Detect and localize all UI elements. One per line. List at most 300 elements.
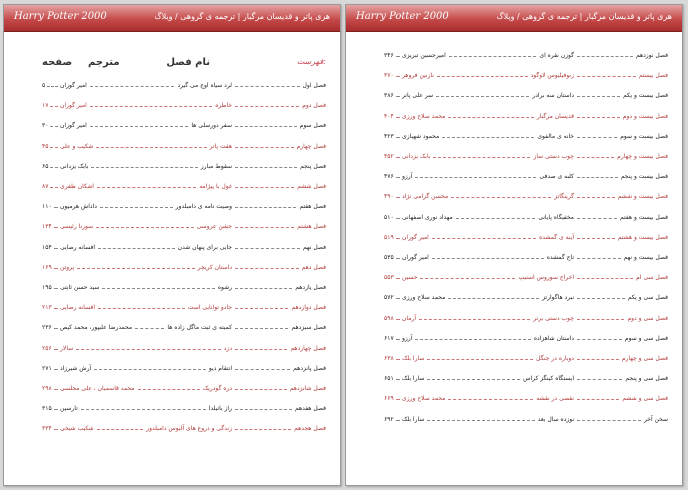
toc-row[interactable] [4,382,340,396]
toc-row[interactable] [4,200,340,214]
dotted-leader [419,319,530,320]
translator-name: حسین [402,274,418,282]
chapter-number: فصل هجدهم [294,425,326,433]
page-number: ۸۷ [42,183,49,190]
dotted-leader [577,197,615,198]
dotted-leader [577,319,624,320]
chapter-number: فصل هشتم [297,223,326,231]
dotted-leader [448,298,539,299]
translator-name: داداش هرمیون [60,203,97,211]
translator-name: شکیب شیخی [60,425,94,433]
dotted-leader [235,86,300,87]
chapter-number: فصل ششم [297,183,326,190]
dotted-leader [100,207,173,208]
translator-name: امیرحسین تبریزی [402,52,446,59]
chapter-title: جشن عروسی [196,223,232,231]
chapter-number: فصل یازدهم [295,284,326,291]
page-number: ۱۹۵ [42,284,52,291]
dotted-leader [54,389,58,390]
page-number: ۱۱۰ [42,203,52,211]
dotted-leader [50,106,58,107]
translator-name: امیر گوران [60,102,87,110]
page-number: ۳۴۶ [384,52,394,59]
toc-row[interactable] [4,281,340,295]
dotted-leader [427,379,520,380]
translator-name: سارا بلک [402,415,425,423]
page-number: ۶۵۱ [384,375,394,383]
translator-name: بابک یزدانی [402,153,431,160]
page-number: ۲۹۸ [42,385,52,392]
header-subtitle: هری پاتر و قدیسان مرگبار | ترجمه ی گروهی / ویلاگ [154,12,330,21]
chapter-number: فصل بیست و ششم [617,193,668,201]
dotted-leader [577,238,615,239]
toc-row[interactable] [346,190,682,204]
chapter-number: فصل بیست و سوم [620,132,668,140]
page-header [346,5,682,32]
chapter-title: دوباره در جنگل [536,355,574,362]
dotted-leader [577,298,625,299]
page-number: ۴۵۲ [384,153,394,160]
translator-name: سر علی پاتر [402,92,434,100]
dotted-leader [448,117,534,118]
page-number: ۴۵ [42,142,49,150]
dotted-leader [235,227,294,228]
page-number: ۶۳۸ [384,355,394,362]
page-number: ۲۳۶ [42,324,52,332]
page-number: ۵۷۲ [384,294,394,302]
dotted-leader [235,147,294,148]
chapter-number: فصل بیست و دوم [622,112,668,120]
translator-name: افسانه رضایی [60,243,96,251]
dotted-leader [396,278,400,279]
dotted-leader [396,319,400,320]
chapter-number: فصل بیست و هفتم [620,213,668,221]
translator-name: آرزو [402,173,413,181]
column-headings [4,57,340,73]
translator-name: سورنا رئیسی [60,223,94,231]
dotted-leader [415,177,536,178]
dotted-leader [396,177,400,178]
toc-row[interactable] [4,180,340,194]
dotted-leader [54,349,58,350]
page-number: ۳۱۵ [42,405,52,413]
toc-row[interactable] [346,110,682,124]
chapter-title: زنوفیلیوس لاوگود [530,72,574,80]
dotted-leader [577,56,633,57]
dotted-leader [235,369,290,370]
toc-row[interactable] [346,231,682,245]
page-number: ۶۱۷ [384,334,394,342]
header-subtitle: هری پاتر و قدیسان مرگبار | ترجمه ی گروهی / ویلاگ [496,12,672,21]
translator-name: شکیب و علی [60,142,94,150]
chapter-number: فصل شانزدهم [289,385,326,392]
dotted-leader [235,308,288,309]
dotted-leader [442,137,534,138]
chapter-title: زندگی و دروغ های آلبوس دامبلدور [146,425,232,433]
dotted-leader [437,76,528,77]
translator-name: پروتن [60,263,75,271]
chapter-title: نبرد هاگوارتز [542,294,574,302]
translator-name: مهداد نوری اصفهانی [402,213,453,221]
toc-row[interactable] [346,49,682,63]
chapter-title: مخفیگاه پایانی [538,213,574,221]
chapter-title: سقوط مبارز [200,162,232,170]
toc-page-right [345,4,683,486]
dotted-leader [577,157,614,158]
dotted-leader [90,106,212,107]
toc-row[interactable] [4,301,340,315]
translator-name: محمود شهبازی [402,132,440,140]
chapter-title: جایی برای پنهان شدن [177,243,232,251]
chapter-title: وصیت نامه ی دامبلدور [175,203,232,211]
toc-row[interactable] [346,271,682,285]
page-number: ۳۸۶ [384,92,394,100]
toc-row[interactable] [4,402,340,416]
page-number: ۴۷۶ [384,173,394,181]
toc-row[interactable] [4,160,340,174]
translator-name: امیر گوران [402,254,429,261]
dotted-leader [235,268,299,269]
dotted-leader [50,167,58,168]
dotted-leader [432,238,536,239]
chapter-number: فصل سی و سوم [624,334,668,342]
dotted-leader [427,359,533,360]
toc-row[interactable] [4,261,340,275]
chapter-title: راز باتیلدا [208,405,232,413]
chapter-title: اخراج سوروس اسنیپ [518,274,574,282]
toc-row[interactable] [4,99,340,113]
dotted-leader [396,137,400,138]
translator-name: سارا بلک [402,375,425,383]
translator-name: افسانه رضایی [60,304,96,312]
chapter-title: لرد سیاه اوج می گیرد [177,82,232,89]
chapter-number: فصل دوازدهم [291,304,326,312]
dotted-leader [415,339,531,340]
translator-name: امیر گوران [60,122,87,130]
toc-row[interactable] [346,211,682,225]
toc-row[interactable] [346,251,682,265]
chapter-title: رشوه [217,284,232,291]
chapter-title: سفر دورسلی ها [191,122,232,130]
page-number: ۴۲۳ [384,132,394,140]
chapter-title: گوزن نقره ای [539,52,574,59]
dotted-leader [396,379,400,380]
dotted-leader [432,258,544,259]
page-number: ۵۳۵ [384,254,394,261]
dotted-leader [96,147,207,148]
page-number: ۱۷ [42,102,49,110]
chapter-number: فصل دوم [302,102,326,110]
page-number: ۶۶۹ [384,395,394,403]
dotted-leader [81,409,206,410]
translator-name: امیر گوران [402,233,429,241]
chapter-number: فصل چهارم [296,142,326,150]
chapter-title: دره گودریک [202,385,232,392]
brand-logo: Harry Potter 2000 [14,11,107,22]
dotted-leader [235,389,287,390]
chapter-number: فصل بیست و پنجم [620,173,668,181]
toc-row[interactable] [4,321,340,335]
translator-name: محمد سلاح ورزی [402,112,446,120]
chapter-title: جادو توانایی است [187,304,232,312]
dotted-leader [54,328,58,329]
chapter-title: آینه ی گمشده [539,233,574,241]
dotted-leader [396,339,400,340]
dotted-leader [98,248,175,249]
toc-page-left [3,4,341,486]
page-number: ۳۳۴ [42,425,52,433]
translator-name: اشکان ظفری [60,183,94,190]
dotted-leader [54,409,58,410]
toc-row[interactable] [4,422,340,436]
chapter-title: نقصی در نقشه [536,395,574,403]
dotted-leader [449,56,536,57]
toc-title: فهرست: [296,57,326,66]
chapter-number: فصل سی و پنجم [625,375,668,383]
dotted-leader [96,227,194,228]
dotted-leader [396,359,400,360]
page-number: ۱۶۹ [42,263,52,271]
dotted-leader [54,429,58,430]
chapter-number: فصل سی و چهارم [621,355,668,362]
chapter-number: فصل نوزدهم [635,52,668,59]
toc-row[interactable] [4,362,340,376]
dotted-leader [235,328,288,329]
chapter-number: فصل پنجم [300,162,326,170]
dotted-leader [235,187,294,188]
dotted-leader [577,359,619,360]
chapter-number: سخن آخر [643,415,668,423]
dotted-leader [396,96,400,97]
dotted-leader [97,187,196,188]
chapter-number: فصل هفتم [299,203,326,211]
dotted-leader [235,207,296,208]
dotted-leader [577,339,622,340]
chapter-title: خانه ی مالفوی [537,132,574,140]
translator-name: محسن گرامی نژاد [402,193,449,201]
dotted-leader [396,76,400,77]
dotted-leader [102,288,215,289]
toc-row[interactable] [346,332,682,346]
dotted-leader [90,126,188,127]
translator-name: محمد سلاح ورزی [402,294,446,302]
page-number: ۵۵۳ [384,274,394,282]
chapter-title: ایستگاه کینگز کراس [523,375,574,383]
chapter-number: فصل سی ام [636,274,668,282]
dotted-leader [396,298,400,299]
toc-row[interactable] [346,372,682,386]
chapter-number: فصل سوم [299,122,326,130]
toc-row[interactable] [346,392,682,406]
dotted-leader [436,96,529,97]
dotted-leader [54,288,58,289]
page-number: ۶۹۲ [384,415,394,423]
chapter-title: غول با پیژامه [199,183,232,190]
page-number: ۲۷۱ [42,364,52,372]
dotted-leader [396,197,400,198]
translator-name: سالار [60,344,74,352]
chapter-number: فصل چهاردهم [290,344,326,352]
dotted-leader [235,248,300,249]
dotted-leader [577,117,620,118]
dotted-leader [577,399,619,400]
dotted-leader [396,56,400,57]
dotted-leader [54,308,58,309]
chapter-title: داستان شاهزاده [533,334,574,342]
translator-name: محمدرضا علیپور، محمد کیص [60,324,133,332]
brand-logo: Harry Potter 2000 [356,11,449,22]
chapter-title: هفت پاتر [209,142,232,150]
column-heading-translator: مترجم [88,57,120,68]
translator-name: آرمان [402,314,417,322]
dotted-leader [235,106,299,107]
translator-name: بابک یزدانی [60,162,89,170]
dotted-leader [54,369,58,370]
chapter-number: فصل سی و دوم [627,314,668,322]
translator-name: سارا بلک [402,355,425,362]
chapter-title: گرینگاتز [554,193,574,201]
page-number: ۵۱۰ [384,213,394,221]
dotted-leader [396,238,400,239]
dotted-leader [91,167,198,168]
chapter-number: فصل سیزدهم [291,324,326,332]
chapter-title: کمیته ی ثبت ماگل زاده ها [167,324,232,332]
page-number: ۳۰ [42,122,49,130]
translator-name: محمد قاسمیان ، علی مجلسی [60,385,135,392]
dotted-leader [396,117,400,118]
page-header [4,5,340,32]
page-number: ۴۹۰ [384,193,394,201]
dotted-leader [54,227,58,228]
toc-row[interactable] [346,89,682,103]
chapter-title: انتقام دیو [208,364,232,372]
page-number: ۶۵ [42,162,49,170]
dotted-leader [577,379,622,380]
dotted-leader [90,86,174,87]
toc-row[interactable] [346,130,682,144]
dotted-leader [50,187,58,188]
toc-row[interactable] [4,79,340,93]
dotted-leader [235,429,291,430]
chapter-number: فصل بیستم [638,72,668,80]
chapter-title: کلبه ی صدفی [539,173,574,181]
dotted-leader [54,268,58,269]
toc-row[interactable] [4,241,340,255]
dotted-leader [94,369,206,370]
dotted-leader [396,157,400,158]
chapter-title: خاطره [215,102,232,110]
dotted-leader [448,399,533,400]
chapter-number: فصل پانزدهم [293,364,326,372]
toc-row[interactable] [4,140,340,154]
toc-row[interactable] [4,220,340,234]
column-heading-chapter: نام فصل [166,57,210,68]
toc-row[interactable] [346,312,682,326]
dotted-leader [577,278,633,279]
page-number: ۵ [42,82,46,89]
chapter-title: چوب دستی ساز [533,153,574,160]
dotted-leader [235,349,287,350]
chapter-number: فصل نهم [303,243,326,251]
dotted-leader [577,177,618,178]
dotted-leader [47,86,58,87]
translator-name: آرزو [402,334,413,342]
translator-name: سید حسن ثابتی [60,284,100,291]
toc-row[interactable] [346,413,682,427]
dotted-leader [54,207,58,208]
chapter-title: چوب دستی برتر [533,314,574,322]
dotted-leader [577,258,621,259]
translator-name: تارسین [60,405,78,413]
page-number: ۴۰۴ [384,112,394,120]
page-number: ۵۹۸ [384,314,394,322]
dotted-leader [50,147,58,148]
dotted-leader [97,429,143,430]
chapter-title: تاج گمشده [546,254,574,261]
dotted-leader [235,167,297,168]
chapter-title: قدیسان مرگبار [536,112,574,120]
chapter-number: فصل بیست و نهم [623,254,668,261]
chapter-number: فصل بیست و هشتم [617,233,668,241]
dotted-leader [433,157,530,158]
translator-name: محمد سلاح ورزی [402,395,446,403]
toc-row[interactable] [346,291,682,305]
chapter-number: فصل بیست و یکم [623,92,668,100]
column-heading-page: صفحه [42,57,73,68]
toc-row[interactable] [346,352,682,366]
chapter-number: فصل بیست و چهارم [617,153,668,160]
dotted-leader [396,399,400,400]
dotted-leader [577,137,617,138]
dotted-leader [235,409,292,410]
dotted-leader [456,218,535,219]
chapter-number: فصل هفدهم [294,405,326,413]
toc-row[interactable] [346,69,682,83]
dotted-leader [50,126,58,127]
dotted-leader [427,420,535,421]
translator-name: نازنین فروهر [402,72,434,80]
dotted-leader [76,349,221,350]
dotted-leader [396,258,400,259]
dotted-leader [235,126,297,127]
dotted-leader [235,288,292,289]
chapter-title: دزد [223,344,232,352]
dotted-leader [135,328,164,329]
page-number: ۱۵۴ [42,243,52,251]
toc-row[interactable] [346,150,682,164]
toc-row[interactable] [4,342,340,356]
dotted-leader [577,218,617,219]
dotted-leader [577,76,636,77]
chapter-title: داستان کریچر [197,263,232,271]
dotted-leader [577,420,641,421]
chapter-number: فصل سی و ششم [622,395,668,403]
toc-row[interactable] [4,119,340,133]
translator-name: آرش شیرزاد [60,364,92,372]
dotted-leader [138,389,200,390]
dotted-leader [396,218,400,219]
page-number: ۵۱۹ [384,233,394,241]
chapter-number: فصل سی و یکم [627,294,668,302]
dotted-leader [420,278,515,279]
dotted-leader [451,197,551,198]
page-number: ۲۵۶ [42,344,52,352]
page-number: ۳۷۰ [384,72,394,80]
toc-row[interactable] [346,170,682,184]
dotted-leader [54,248,58,249]
chapter-number: فصل دهم [301,263,326,271]
chapter-title: داستان سه برادر [532,92,574,100]
